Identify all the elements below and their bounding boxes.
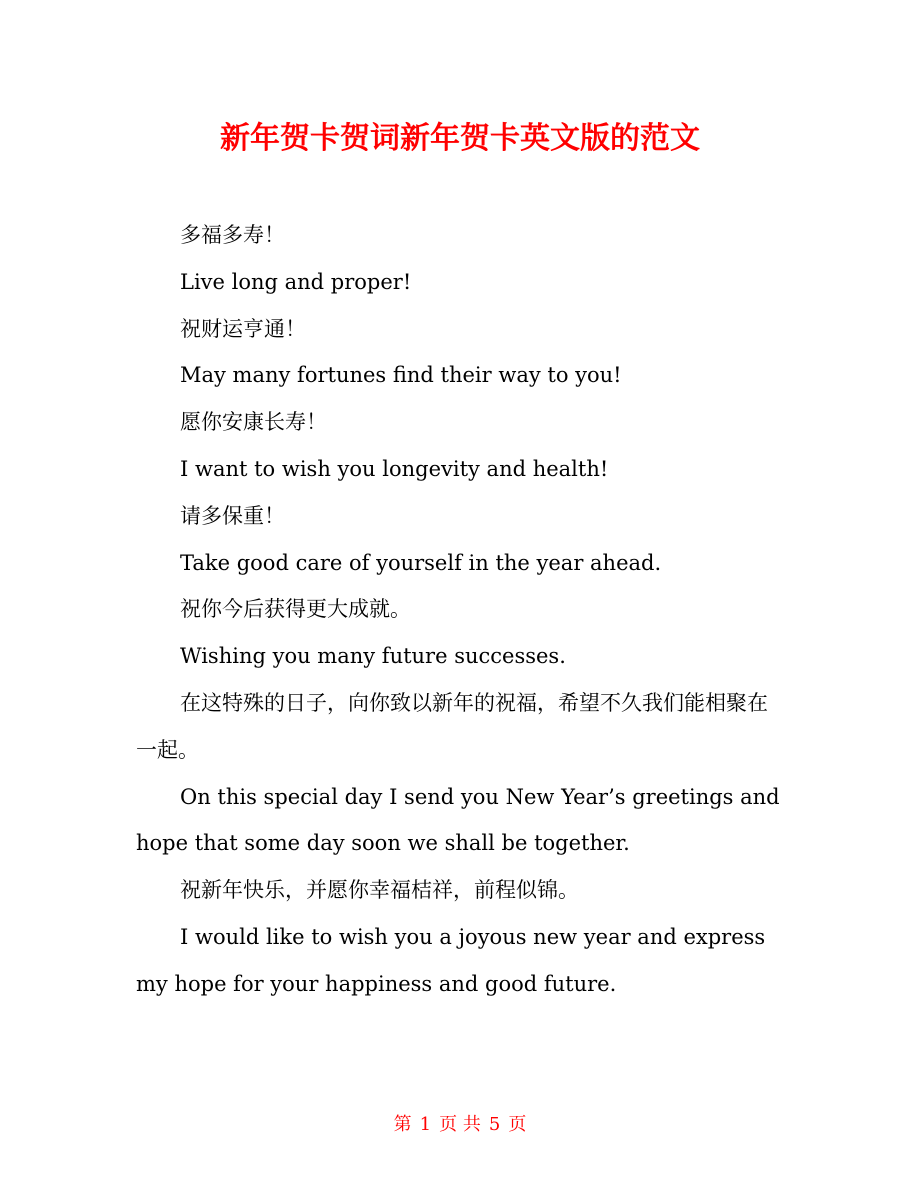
- current-page-number: 1: [419, 1114, 432, 1135]
- paragraph: 多福多寿！: [180, 223, 285, 247]
- paragraph: 祝财运亨通！: [180, 316, 306, 341]
- paragraph: May many fortunes find their way to you!: [180, 363, 622, 388]
- paragraph: On this special day I send you New Year’s greetings and hope that some day soon we shall be together.: [136, 784, 780, 856]
- paragraph: Take good care of yourself in the year ahead.: [180, 550, 662, 575]
- paragraph: Wishing you many future successes.: [180, 644, 566, 669]
- total-pages-number: 5: [488, 1114, 501, 1135]
- page-label-suffix: 页: [508, 1114, 527, 1135]
- page-label-prefix: 第: [393, 1114, 412, 1135]
- document-body: [136, 212, 786, 1008]
- paragraph: I would like to wish you a joyous new year and express my hope for your happiness and good future.: [136, 924, 766, 996]
- paragraph: I want to wish you longevity and health!: [180, 456, 609, 481]
- paragraph: 祝你今后获得更大成就。: [180, 597, 411, 622]
- paragraph: Live long and proper!: [180, 269, 412, 294]
- paragraph: 祝新年快乐，并愿你幸福桔祥，前程似锦。: [180, 878, 579, 903]
- paragraph: 在这特殊的日子，向你致以新年的祝福，希望不久我们能相聚在一起。: [136, 690, 768, 762]
- paragraph: 愿你安康长寿！: [180, 410, 327, 435]
- page-number-footer: [0, 1112, 920, 1138]
- page-label-mid: 页 共: [439, 1114, 481, 1135]
- document-title: 新年贺卡贺词新年贺卡英文版的范文: [220, 121, 700, 156]
- paragraph: 请多保重！: [180, 503, 285, 528]
